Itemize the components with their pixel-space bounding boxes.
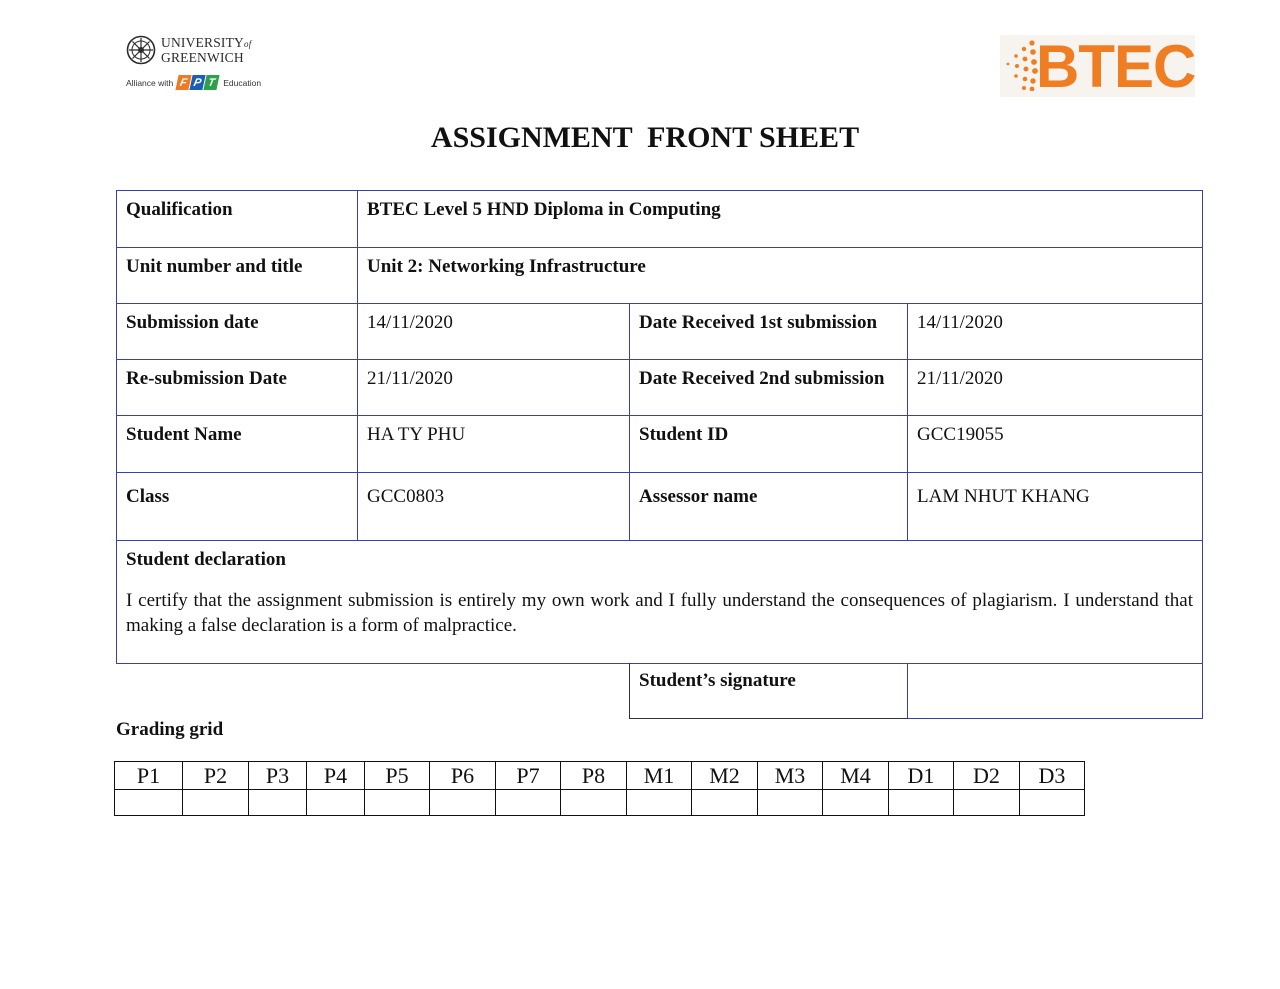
resubmission-date-label: Re-submission Date	[117, 360, 358, 416]
grade-header-p7: P7	[496, 762, 561, 790]
assessor-value: LAM NHUT KHANG	[908, 473, 1203, 541]
student-name-value: HA TY PHU	[358, 416, 630, 473]
fpt-letter-p: P	[190, 75, 206, 90]
date-received-1-value: 14/11/2020	[908, 304, 1203, 360]
unit-value: Unit 2: Networking Infrastructure	[358, 248, 1203, 304]
student-name-label: Student Name	[117, 416, 358, 473]
table-row	[117, 473, 1203, 541]
grade-header-p6: P6	[430, 762, 496, 790]
grade-cell-m4[interactable]	[823, 790, 889, 816]
grade-header-p3: P3	[249, 762, 307, 790]
grade-cell-d3[interactable]	[1020, 790, 1085, 816]
grade-header-d3: D3	[1020, 762, 1085, 790]
grade-cell-d2[interactable]	[954, 790, 1020, 816]
greenwich-line-2: GREENWICH	[161, 50, 244, 65]
unit-label: Unit number and title	[117, 248, 358, 304]
declaration-row	[117, 541, 1203, 664]
grade-header-p1: P1	[115, 762, 183, 790]
class-value: GCC0803	[358, 473, 630, 541]
fpt-logo	[177, 75, 219, 90]
grade-header-p5: P5	[365, 762, 430, 790]
grade-cell-d1[interactable]	[889, 790, 954, 816]
student-id-label: Student ID	[630, 416, 908, 473]
table-row	[117, 360, 1203, 416]
table-row	[117, 416, 1203, 473]
grade-header-m3: M3	[758, 762, 823, 790]
class-label: Class	[117, 473, 358, 541]
signature-label: Student’s signature	[630, 663, 908, 719]
fpt-letter-t: T	[204, 75, 220, 90]
grade-cell-m2[interactable]	[692, 790, 758, 816]
grade-header-d1: D1	[889, 762, 954, 790]
signature-table	[629, 663, 1203, 719]
declaration-cell	[117, 541, 1203, 664]
submission-date-label: Submission date	[117, 304, 358, 360]
grade-cell-p6[interactable]	[430, 790, 496, 816]
resubmission-date-value: 21/11/2020	[358, 360, 630, 416]
grade-cell-p4[interactable]	[307, 790, 365, 816]
fpt-letter-f: F	[176, 75, 192, 90]
grade-cell-p8[interactable]	[561, 790, 627, 816]
greenwich-crest-icon	[126, 35, 156, 65]
education-text: Education	[223, 77, 262, 88]
alliance-text: Alliance with	[126, 77, 174, 88]
grade-header-d2: D2	[954, 762, 1020, 790]
declaration-text: I certify that the assignment submission is entirely my own work and I fully understand the consequences of plagiarism. I understand that making a false declaration is a form of malpractice.	[126, 590, 1193, 636]
qualification-value: BTEC Level 5 HND Diploma in Computing	[358, 191, 1203, 248]
signature-field[interactable]	[908, 663, 1203, 719]
date-received-1-label: Date Received 1st submission	[630, 304, 908, 360]
grade-cell-p7[interactable]	[496, 790, 561, 816]
page-title: ASSIGNMENT FRONT SHEET	[430, 121, 860, 154]
date-received-2-label: Date Received 2nd submission	[630, 360, 908, 416]
grade-header-m4: M4	[823, 762, 889, 790]
table-row	[117, 304, 1203, 360]
table-row	[117, 248, 1203, 304]
university-of-greenwich-logo	[126, 35, 266, 105]
date-received-2-value: 21/11/2020	[908, 360, 1203, 416]
grade-cell-p1[interactable]	[115, 790, 183, 816]
grade-header-p4: P4	[307, 762, 365, 790]
assessor-label: Assessor name	[630, 473, 908, 541]
grade-cell-p2[interactable]	[183, 790, 249, 816]
student-id-value: GCC19055	[908, 416, 1203, 473]
grading-header-row	[115, 762, 1085, 790]
grade-cell-m1[interactable]	[627, 790, 692, 816]
greenwich-line-1: UNIVERSITY	[161, 35, 244, 50]
grade-header-m1: M1	[627, 762, 692, 790]
btec-wordmark: BTEC	[1036, 33, 1196, 100]
grade-cell-p5[interactable]	[365, 790, 430, 816]
grade-cell-m3[interactable]	[758, 790, 823, 816]
grade-cell-p3[interactable]	[249, 790, 307, 816]
grading-grid	[114, 761, 1085, 816]
grade-header-p8: P8	[561, 762, 627, 790]
btec-logo	[1000, 33, 1196, 100]
submission-date-value: 14/11/2020	[358, 304, 630, 360]
btec-dots-icon	[1002, 39, 1040, 91]
qualification-label: Qualification	[117, 191, 358, 248]
table-row	[117, 191, 1203, 248]
grade-header-p2: P2	[183, 762, 249, 790]
grading-value-row	[115, 790, 1085, 816]
grade-header-m2: M2	[692, 762, 758, 790]
grading-grid-label: Grading grid	[116, 719, 224, 740]
front-sheet-table	[116, 190, 1203, 664]
greenwich-of: of	[244, 39, 252, 49]
declaration-heading: Student declaration	[126, 549, 286, 570]
